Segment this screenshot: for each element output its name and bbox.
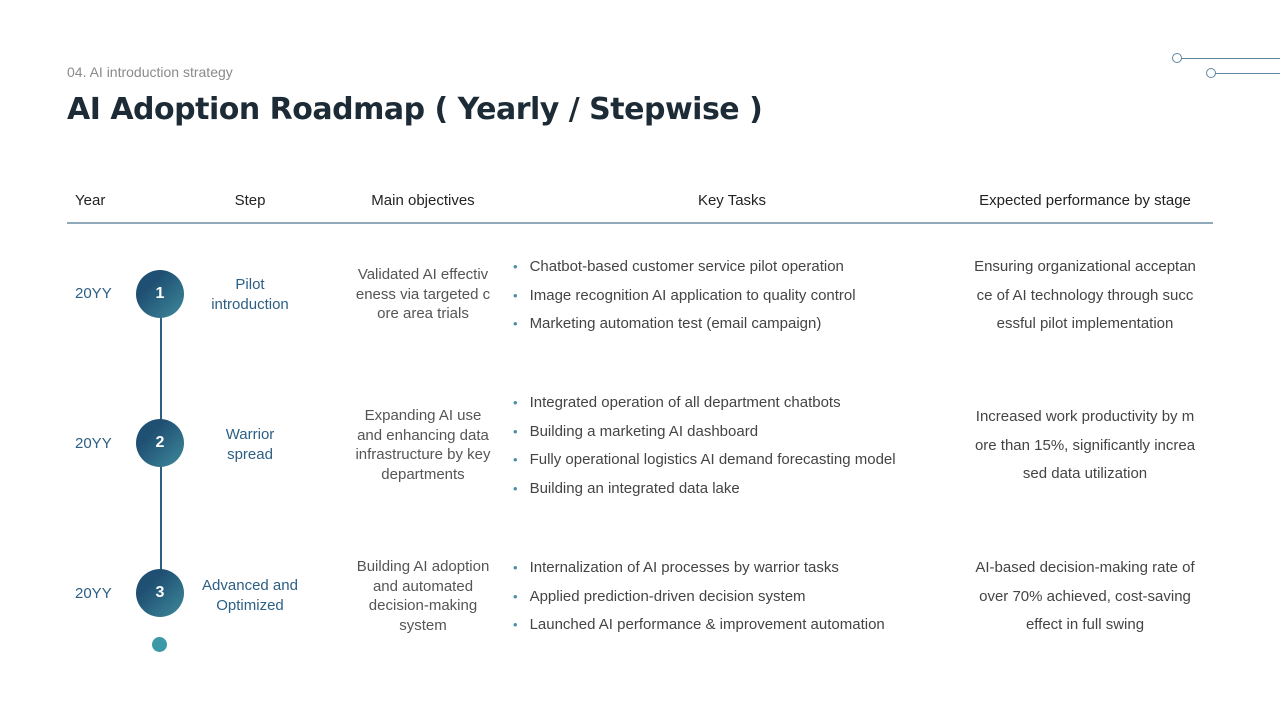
bullet-icon: •	[513, 617, 518, 633]
step-line: spread	[227, 446, 273, 463]
performance	[955, 253, 1215, 339]
task-item	[513, 475, 896, 504]
bullet-icon: •	[513, 287, 518, 303]
objective-line: infrastructure by key	[355, 446, 491, 463]
bullet-icon: •	[513, 259, 518, 274]
step-number-badge: 1	[136, 270, 184, 318]
performance-line: AI-based decision-making rate of	[975, 559, 1195, 576]
decor-line	[1180, 58, 1280, 59]
step-line: introduction	[211, 296, 289, 313]
header-divider	[67, 222, 1213, 224]
step-line: Advanced and	[202, 577, 298, 594]
column-header-year: Year	[75, 192, 106, 209]
section-label: 04. AI introduction strategy	[67, 64, 233, 80]
column-header-tasks: Key Tasks	[697, 192, 767, 209]
objective-line: departments	[381, 465, 465, 483]
step-name	[185, 425, 315, 465]
performance-line: ce of AI technology through succ	[976, 286, 1194, 304]
step-line: Optimized	[216, 597, 284, 614]
task-text: Launched AI performance & improvement automation	[529, 616, 885, 634]
task-item	[513, 253, 856, 282]
task-list	[513, 253, 856, 339]
step-name	[185, 576, 315, 616]
decor-dot-icon	[1206, 68, 1216, 78]
performance-line: Ensuring organizational acceptan	[974, 258, 1196, 275]
step-line: Warrior	[225, 426, 275, 443]
performance-line: essful pilot implementation	[996, 315, 1174, 333]
task-text: Chatbot-based customer service pilot operation	[529, 258, 844, 275]
column-header-objectives: Main objectives	[371, 192, 475, 209]
task-text: Integrated operation of all department chatbots	[529, 394, 841, 411]
task-item	[513, 418, 896, 447]
objective-line: Expanding AI use	[364, 407, 482, 424]
step-line: Pilot	[235, 276, 265, 293]
task-item	[513, 389, 896, 418]
task-text: Building an integrated data lake	[529, 479, 740, 497]
performance	[955, 554, 1215, 640]
bullet-icon: •	[513, 395, 518, 410]
step-number-badge: 3	[136, 569, 184, 617]
column-header-step: Step	[234, 192, 266, 209]
objective-line: ore area trials	[377, 305, 469, 322]
task-text: Applied prediction-driven decision system	[529, 587, 806, 605]
task-list	[513, 554, 885, 640]
task-text: Marketing automation test (email campaign)	[529, 315, 822, 333]
objective	[343, 265, 503, 324]
objective-line: Validated AI effectiv	[357, 266, 489, 283]
task-item	[513, 554, 885, 583]
performance-line: Increased work productivity by m	[975, 408, 1195, 425]
step-name	[185, 275, 315, 315]
bullet-icon: •	[513, 316, 518, 332]
task-text: Internalization of AI processes by warrior tasks	[529, 559, 839, 576]
performance-line: effect in full swing	[1025, 616, 1145, 634]
objective	[343, 557, 503, 635]
row-year: 20YY	[75, 435, 112, 452]
bullet-icon: •	[513, 560, 518, 575]
row-year: 20YY	[75, 585, 112, 602]
page-title: AI Adoption Roadmap ( Yearly / Stepwise )	[67, 92, 763, 127]
task-text: Fully operational logistics AI demand forecasting model	[529, 451, 896, 469]
task-item	[513, 282, 856, 311]
row-year: 20YY	[75, 285, 112, 302]
performance-line: ore than 15%, significantly increa	[974, 436, 1196, 454]
task-list	[513, 389, 896, 503]
task-text: Image recognition AI application to quality control	[529, 286, 856, 304]
task-item	[513, 310, 856, 339]
decor-line	[1215, 73, 1280, 74]
objective	[343, 406, 503, 484]
step-number-badge: 2	[136, 419, 184, 467]
task-text: Building a marketing AI dashboard	[529, 422, 759, 440]
performance-line: sed data utilization	[1022, 465, 1148, 483]
objective-line: and enhancing data	[357, 426, 489, 444]
performance	[955, 403, 1215, 489]
task-item	[513, 583, 885, 612]
objective-line: Building AI adoption	[356, 558, 490, 575]
task-item	[513, 611, 885, 640]
objective-line: system	[399, 616, 447, 634]
performance-line: over 70% achieved, cost-saving	[979, 587, 1191, 605]
bullet-icon: •	[513, 588, 518, 604]
task-item	[513, 446, 896, 475]
bullet-icon: •	[513, 452, 518, 468]
column-header-performance: Expected performance by stage	[979, 192, 1191, 209]
objective-line: eness via targeted c	[355, 285, 491, 303]
objective-line: decision-making	[368, 597, 478, 614]
objective-line: and automated	[372, 577, 474, 595]
bullet-icon: •	[513, 480, 518, 496]
bullet-icon: •	[513, 423, 518, 439]
timeline-end-dot	[152, 637, 167, 652]
decor-dot-icon	[1172, 53, 1182, 63]
